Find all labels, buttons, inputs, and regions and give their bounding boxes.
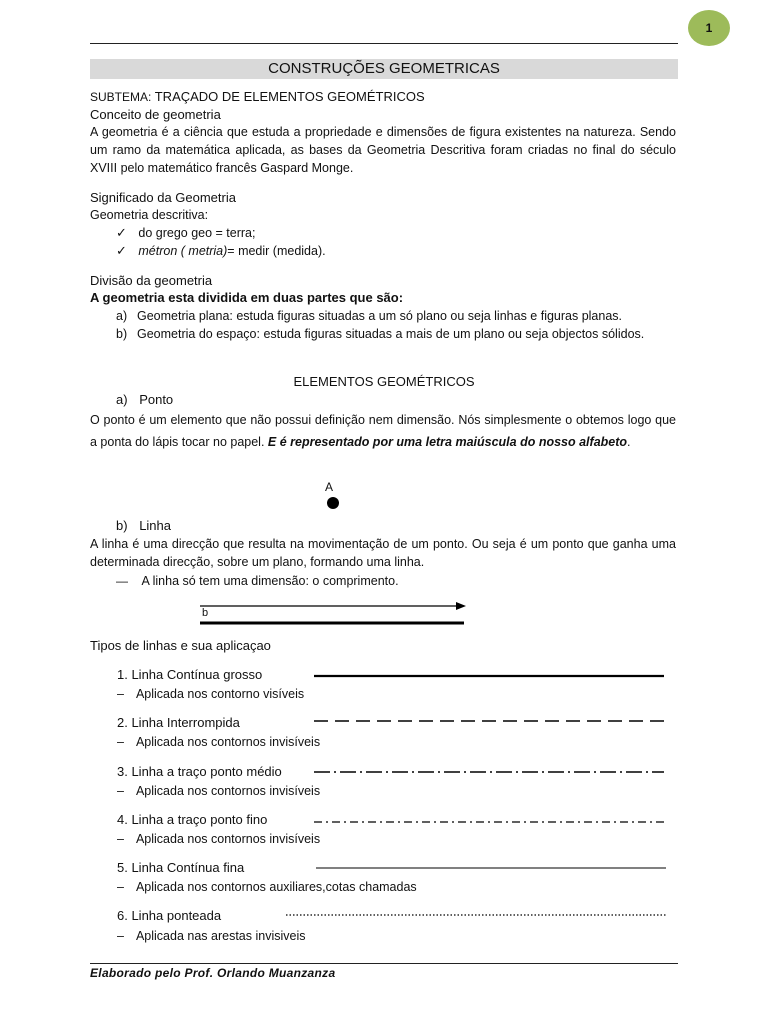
page-number-badge — [688, 10, 730, 46]
dash-bullet-icon: – — [117, 784, 124, 798]
dash-bullet-icon: — — [116, 574, 128, 588]
ponto-marker: a) — [116, 392, 128, 407]
line-type-2-desc-text: Aplicada nos contornos invisíveis — [135, 735, 321, 749]
subtema-value: TRAÇADO DE ELEMENTOS GEOMÉTRICOS — [154, 89, 425, 104]
line-type-4-desc — [117, 830, 320, 848]
dash-bullet-icon: – — [117, 929, 124, 943]
line-type-2-label: 2. Linha Interrompida — [117, 715, 240, 730]
significado-heading: Significado da Geometria — [90, 190, 236, 205]
ponto-text: O ponto é um elemento que não possui definição nem dimensão. Nós simplesmente o obtemos logo que a ponta do lápis tocar no papel. — [90, 413, 676, 449]
linha-marker: b) — [116, 518, 128, 533]
conceito-heading: Conceito de geometria — [90, 107, 221, 122]
elementos-heading: ELEMENTOS GEOMÉTRICOS — [293, 374, 475, 389]
line-type-5-desc — [117, 878, 417, 896]
line-type-1-desc — [117, 685, 304, 703]
line-type-6-desc-text: Aplicada nas arestas invisiveis — [135, 929, 306, 943]
divisao-marker-b: b) — [116, 327, 128, 341]
line-type-5-desc-text: Aplicada nos contornos auxiliares,cotas chamadas — [135, 880, 417, 894]
dash-dot-medium-line-sample — [312, 766, 668, 778]
significado-item-1 — [116, 224, 256, 242]
line-type-4-label: 4. Linha a traço ponto fino — [117, 812, 268, 827]
significado-item-1-text: do grego geo = terra; — [138, 226, 256, 240]
ponto-text-end: . — [627, 435, 631, 449]
line-type-1-label: 1. Linha Contínua grosso — [117, 667, 263, 682]
footer-author: Elaborado pelo Prof. Orlando Muanzanza — [90, 966, 336, 980]
dashed-line-sample — [312, 715, 668, 727]
dash-bullet-icon: – — [117, 687, 124, 701]
ponto-heading-line — [116, 391, 173, 409]
page-title: CONSTRUÇÕES GEOMETRICAS — [90, 59, 678, 79]
line-type-6-label: 6. Linha ponteada — [117, 908, 222, 923]
linha-bullet — [116, 572, 399, 590]
line-type-3-desc — [117, 782, 320, 800]
dash-bullet-icon: – — [117, 832, 124, 846]
checkmark-icon: ✓ — [116, 225, 127, 240]
ponto-emphasis: E é representado por uma letra maiúscula do nosso alfabeto — [267, 435, 628, 449]
checkmark-icon: ✓ — [116, 243, 127, 258]
continuous-fine-line-sample — [314, 862, 670, 874]
divisao-item-a: Geometria plana: estuda figuras situadas a um só plano ou seja linhas e figuras planas. — [137, 309, 623, 323]
linha-paragraph: A linha é uma direcção que resulta na movimentação de um ponto. Ou seja é um ponto que ganha uma determinada direcção, sobre um plano, formando uma linha. — [90, 537, 676, 569]
tipos-heading: Tipos de linhas e sua aplicaçao — [90, 638, 271, 653]
divisao-heading: Divisão da geometria — [90, 273, 213, 288]
line-type-1-desc-text: Aplicada nos contorno visíveis — [135, 687, 305, 701]
page-number: 1 — [705, 21, 713, 35]
divisao-item-b: Geometria do espaço: estuda figuras situadas a mais de um plano ou seja objectos sólidos. — [137, 327, 645, 341]
ponto-paragraph — [90, 409, 676, 453]
significado-item-2 — [116, 242, 326, 260]
dash-bullet-icon: – — [117, 735, 124, 749]
line-type-4-desc-text: Aplicada nos contornos invisíveis — [135, 832, 321, 846]
line-figure — [198, 598, 470, 628]
point-label: A — [325, 480, 334, 494]
subtema-label: SUBTEMA: — [90, 90, 152, 104]
continuous-thick-line-sample — [312, 670, 668, 682]
divisao-subheading: A geometria esta dividida em duas partes que são: — [90, 290, 404, 305]
ponto-heading: Ponto — [139, 392, 174, 407]
dash-bullet-icon: – — [117, 880, 124, 894]
line-type-3-label: 3. Linha a traço ponto médio — [117, 764, 282, 779]
footer-rule — [90, 963, 678, 964]
subtema-line — [90, 88, 425, 106]
line-type-6-desc — [117, 927, 305, 945]
point-dot — [327, 497, 339, 509]
linha-heading: Linha — [139, 518, 171, 533]
line-type-5-label: 5. Linha Contínua fina — [117, 860, 245, 875]
significado-item-2-text: = medir (medida). — [227, 244, 326, 258]
line-type-3-desc-text: Aplicada nos contornos invisíveis — [135, 784, 321, 798]
significado-intro: Geometria descritiva: — [90, 208, 209, 222]
dash-dot-fine-line-sample — [312, 816, 668, 828]
arrow-head-icon — [456, 602, 466, 610]
divisao-marker-a: a) — [116, 309, 128, 323]
linha-bullet-text: A linha só tem uma dimensão: o comprimento. — [141, 574, 399, 588]
dotted-line-sample — [284, 909, 670, 921]
linha-heading-line — [116, 517, 171, 535]
conceito-paragraph: A geometria é a ciência que estuda a propriedade e dimensões de figura existentes na natureza. Sendo um ramo da matemática aplicada, as bases da Geometria Descritiva foram criadas no final do século XVIII pelo matemático francês Gaspard Monge. — [90, 125, 676, 175]
header-rule — [90, 43, 678, 44]
significado-item-2-italic: métron ( metria) — [138, 244, 228, 258]
line-type-2-desc — [117, 733, 320, 751]
line-figure-label: b — [202, 607, 209, 619]
